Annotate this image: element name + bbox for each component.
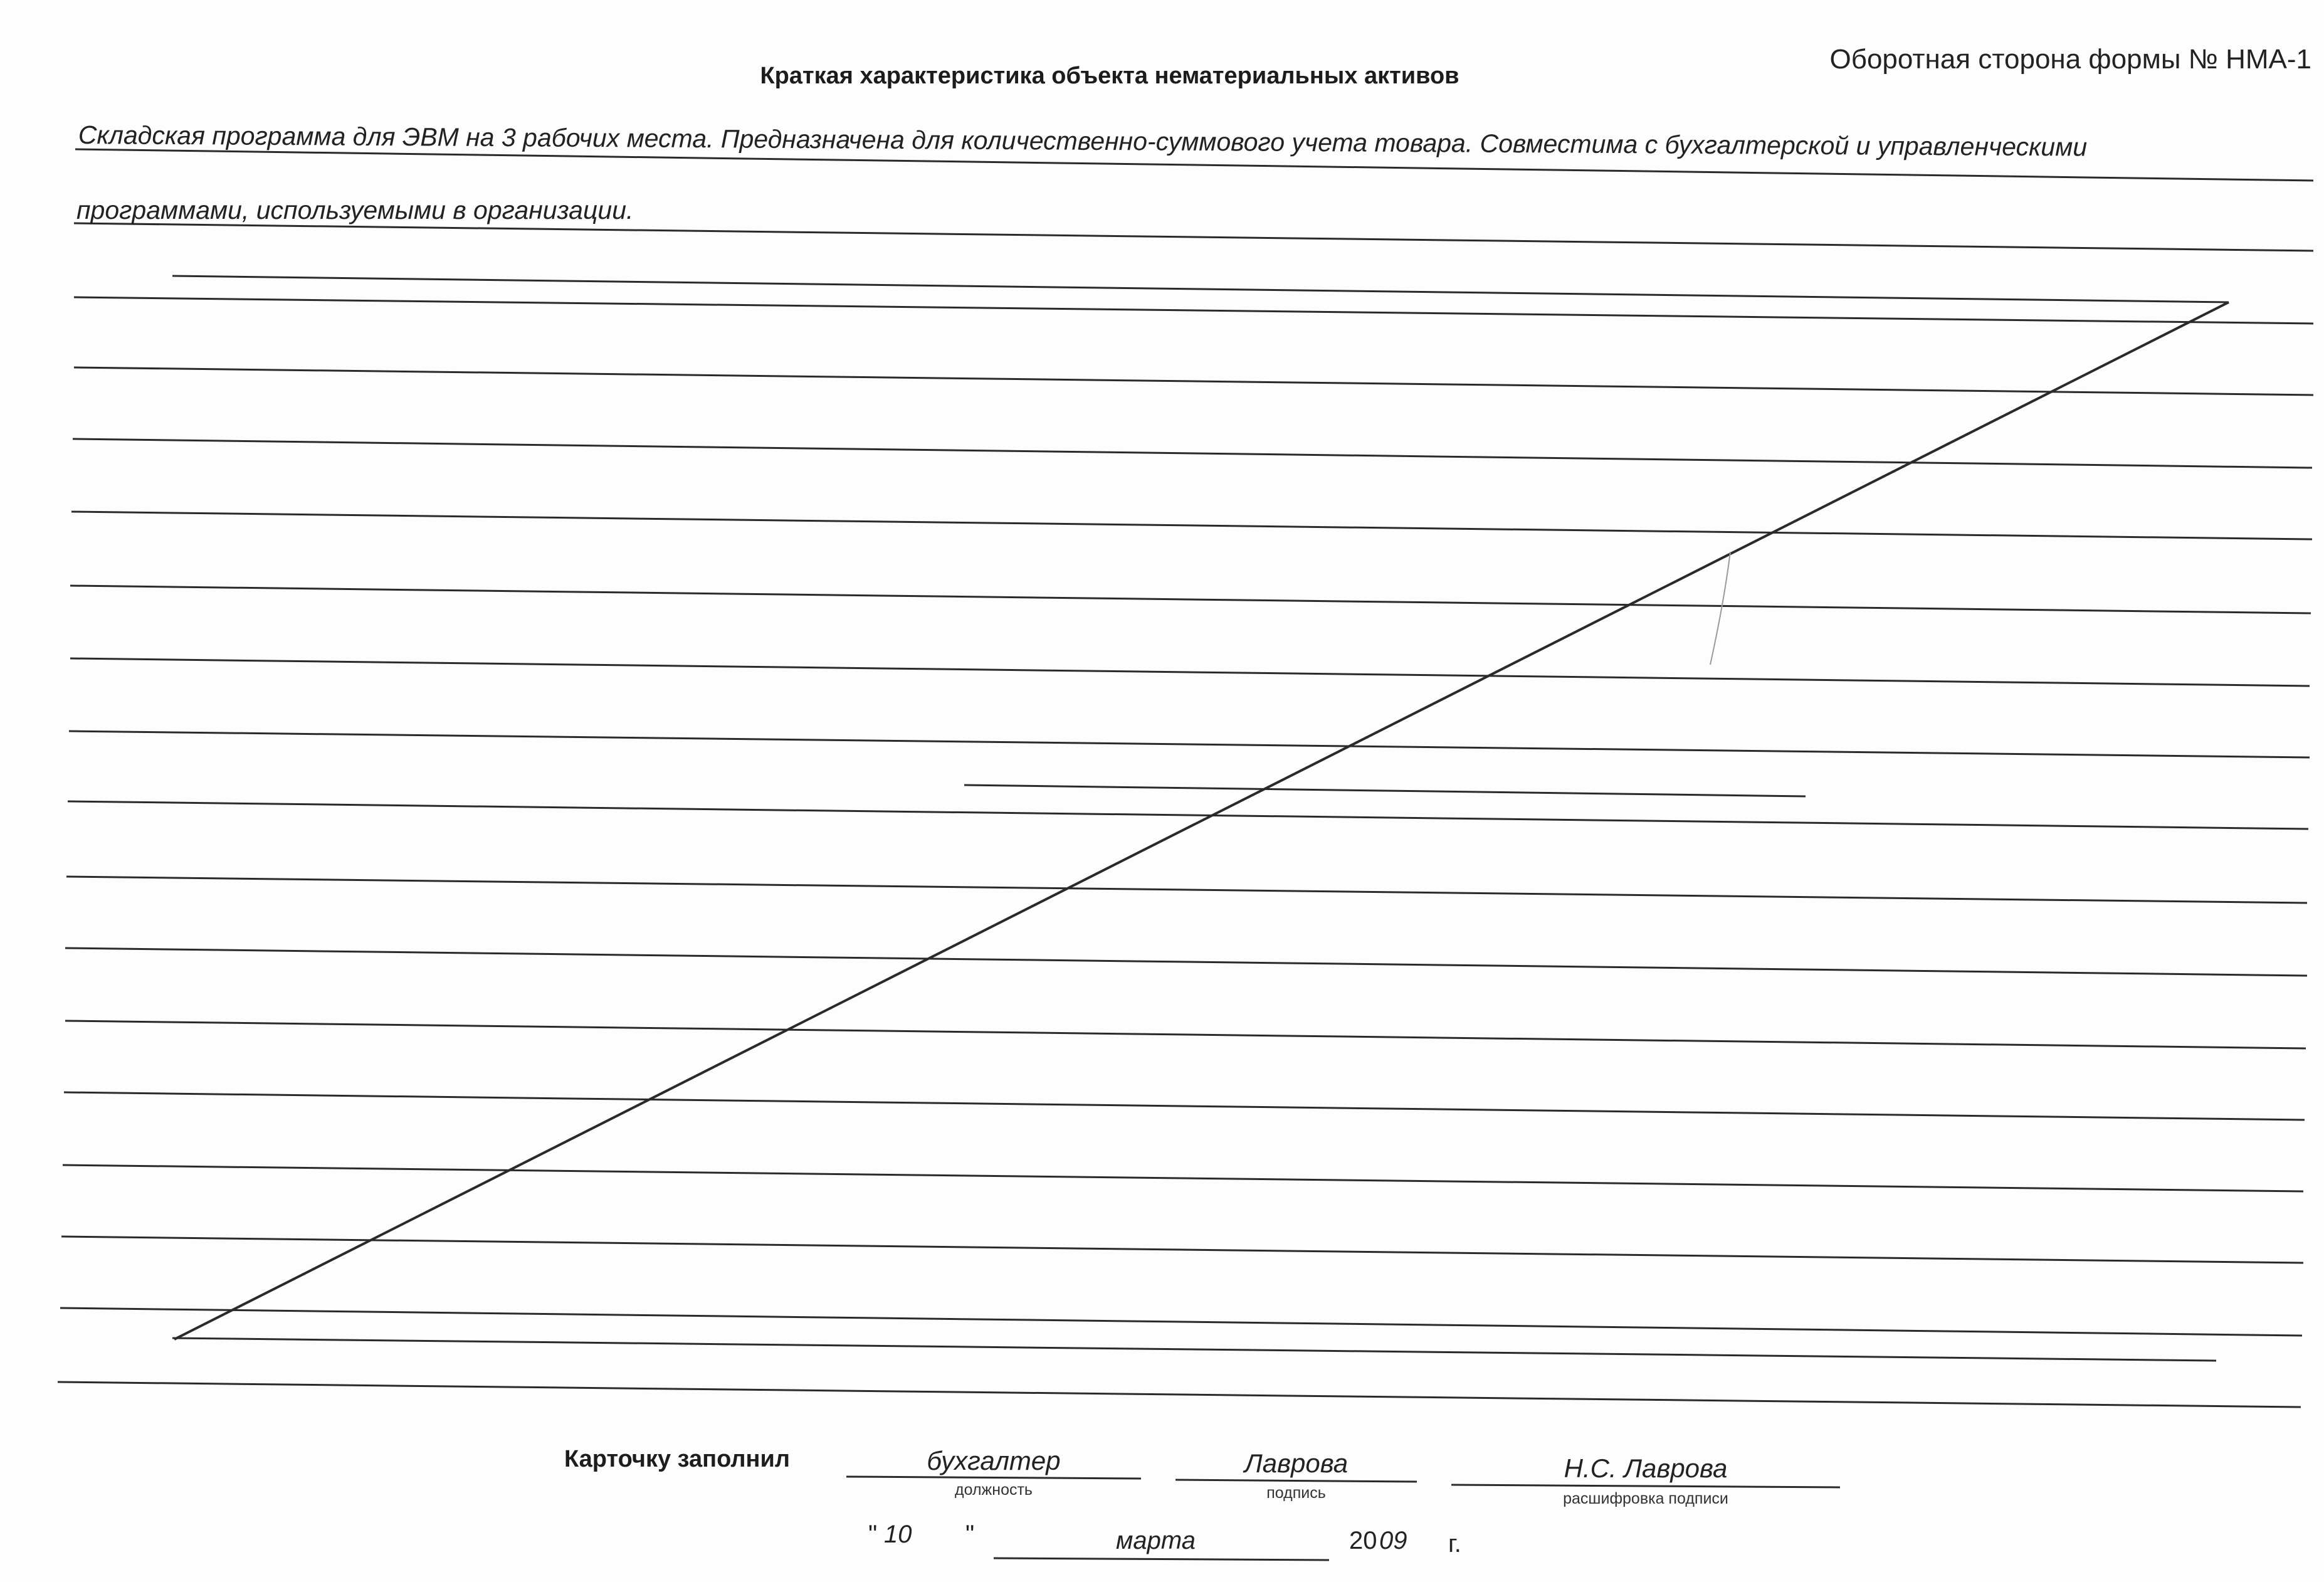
signature-caption: подпись: [1266, 1484, 1326, 1502]
document-title: Краткая характеристика объекта нематериальных активов: [760, 63, 1459, 89]
month-underline: [994, 1558, 1329, 1560]
date-year-prefix: 20: [1349, 1527, 1377, 1554]
rule-line: [73, 439, 2312, 468]
rule-line: [65, 1021, 2306, 1048]
position-underline: [846, 1477, 1141, 1479]
rule-line: [66, 877, 2307, 903]
position-value: бухгалтер: [927, 1446, 1061, 1475]
rule-line: [172, 276, 2229, 302]
rule-line: [65, 948, 2307, 976]
description-line-2: программами, используемыми в организации.: [76, 196, 634, 224]
decoding-value: Н.С. Лаврова: [1564, 1453, 1728, 1483]
date-month: марта: [1116, 1527, 1196, 1554]
date-year-suffix: 09: [1379, 1527, 1407, 1554]
rule-line: [58, 1382, 2301, 1407]
filled-by-label: Карточку заполнил: [564, 1446, 790, 1472]
rule-line: [172, 1338, 2216, 1361]
date-open-quote: ": [868, 1521, 878, 1548]
date-close-quote: ": [965, 1521, 975, 1548]
date-day: 10: [884, 1521, 912, 1548]
rule-line: [63, 1165, 2303, 1191]
rule-line: [69, 731, 2310, 757]
signature-value: Лаврова: [1244, 1448, 1349, 1478]
rule-line: [74, 297, 2313, 324]
decoding-caption: расшифровка подписи: [1563, 1490, 1728, 1507]
description-line-1: Складская программа для ЭВМ на 3 рабочих места. Предназначена для количественно-суммового учета товара. Совместима с бухгалтерской и управленческими: [78, 120, 2088, 162]
rule-line: [74, 223, 2313, 251]
rule-line: [74, 367, 2313, 395]
rule-line: [64, 1092, 2305, 1120]
date-suffix: г.: [1448, 1530, 1461, 1558]
rule-line: [61, 1237, 2303, 1263]
rule-line: [70, 586, 2311, 613]
rule-line: [70, 658, 2310, 686]
diagonal-strike: [174, 302, 2229, 1339]
rule-line: [68, 801, 2308, 829]
form-reference: Оборотная сторона формы № НМА-1: [1829, 44, 2311, 75]
rule-line: [964, 785, 1806, 796]
rule-line: [60, 1308, 2302, 1336]
position-caption: должность: [955, 1481, 1033, 1499]
rule-line: [71, 512, 2312, 539]
signature-underline: [1175, 1480, 1417, 1482]
decoding-underline: [1451, 1485, 1840, 1487]
